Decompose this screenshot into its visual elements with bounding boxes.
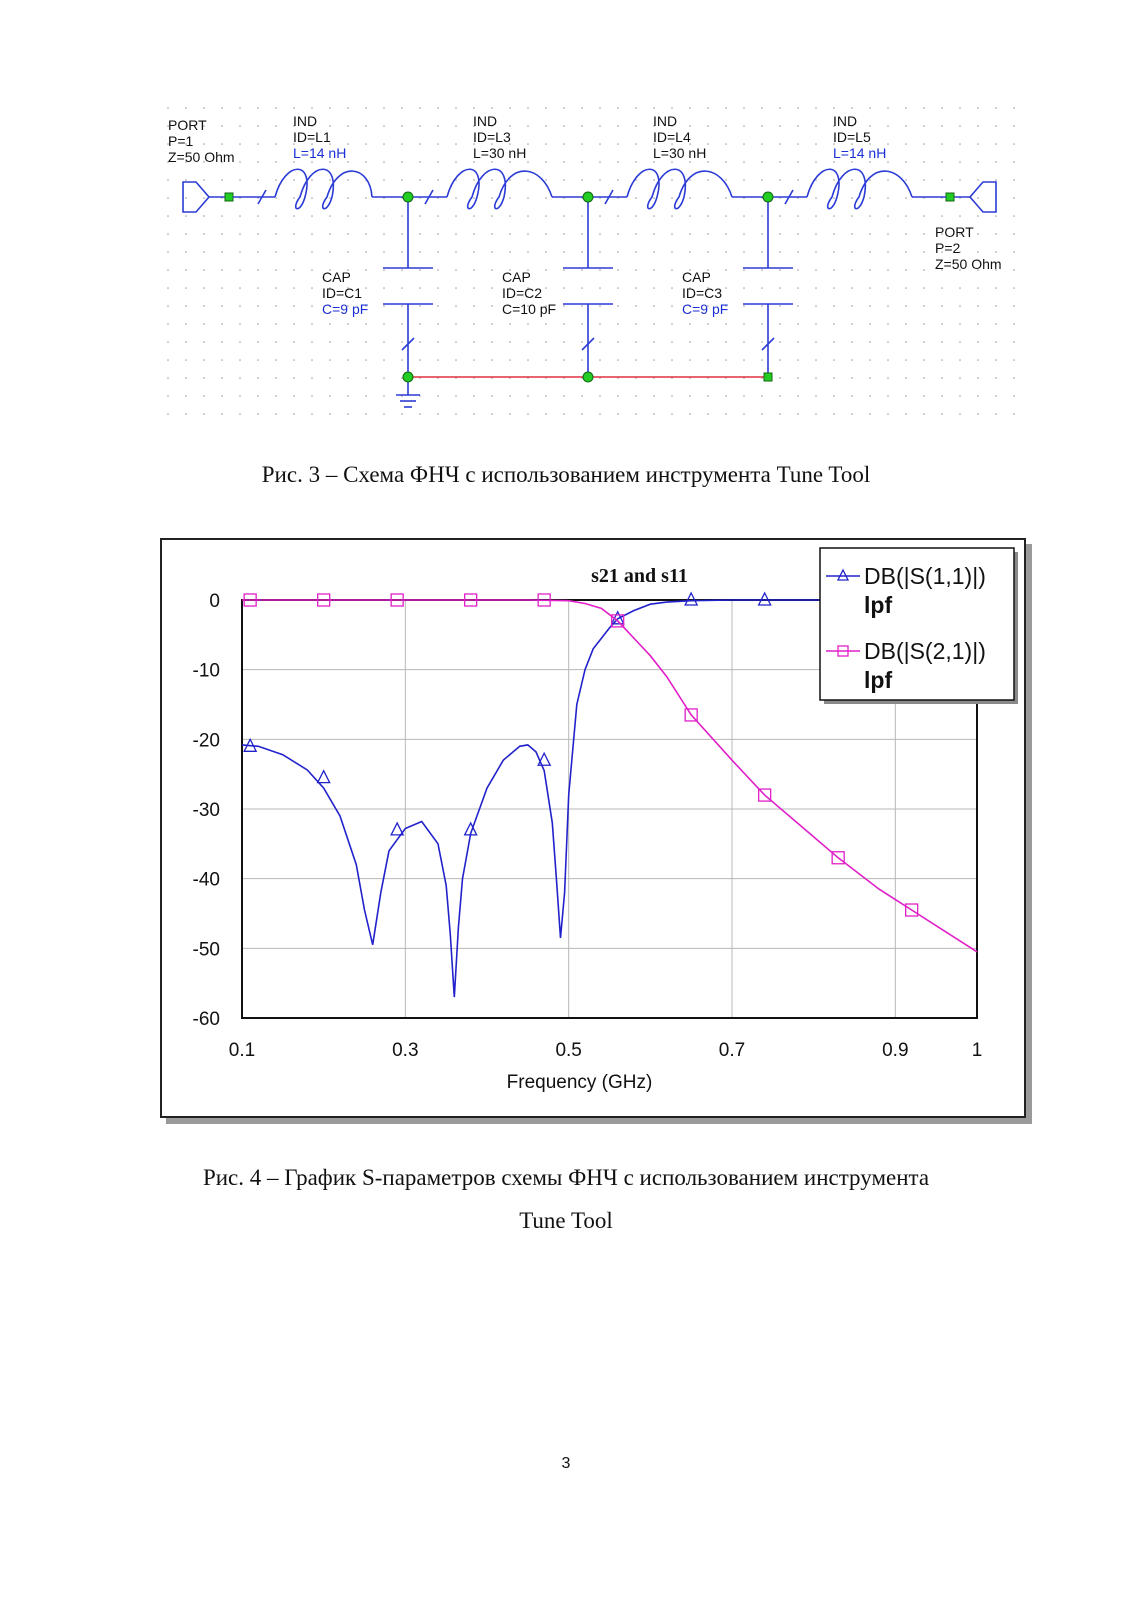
inductor-l4-coil [627,169,732,208]
y-tick-label: -30 [192,800,220,821]
inductor-l1-value: L=14 nH [293,145,347,161]
inductor-l4-id: ID=L4 [653,129,691,145]
inductor-l5-coil [807,169,912,208]
junction-node [583,372,593,382]
capacitor-c2-id: ID=C2 [502,285,543,301]
junction-node [583,192,593,202]
capacitor-c2-value: C=10 pF [502,301,557,317]
junction-node [764,373,772,381]
capacitor-c1-type: CAP [322,269,351,285]
port-1-type: PORT [168,117,207,133]
schematic-drawing [160,100,1030,430]
x-tick-label: 0.7 [718,1040,746,1061]
x-axis-label: Frequency (GHz) [506,1072,653,1093]
port-2-node [946,193,954,201]
figure-4-caption-line-2: Tune Tool [519,1208,613,1233]
port-1-number: P=1 [168,133,194,149]
x-tick-label: 1 [971,1040,983,1061]
figure-4-caption-line-1: Рис. 4 – График S-параметров схемы ФНЧ с использованием инструмента [202,1165,930,1190]
chart-legend [820,548,1018,704]
inductor-l3-type: IND [473,113,498,129]
junction-node [763,192,773,202]
inductor-l1-type: IND [293,113,318,129]
legend-series-name: DB(|S(2,1)|) [864,638,986,664]
inductor-l5-type: IND [833,113,858,129]
capacitor-c3-id: ID=C3 [682,285,723,301]
port-1-node [225,193,233,201]
port-2-impedance: Z=50 Ohm [935,256,1002,272]
legend-series-source: lpf [864,592,893,618]
capacitor-c1-value: C=9 pF [322,301,369,317]
x-tick-label: 0.9 [882,1040,909,1061]
inductor-l1-coil [275,169,372,208]
capacitor-c1-id: ID=C1 [322,285,363,301]
y-tick-label: -60 [192,1009,220,1030]
legend-series-source: lpf [864,667,893,693]
y-tick-label: -20 [192,730,220,752]
junction-node [403,372,413,382]
port-1-symbol [183,182,209,212]
chart-title: s21 and s11 [591,565,688,587]
figure-3-caption: Рис. 3 – Схема ФНЧ с использованием инструмента Tune Tool [261,462,871,487]
lpf-schematic [160,100,1030,430]
x-tick-label: 0.1 [228,1040,256,1061]
port-2-number: P=2 [935,240,961,256]
port-1-impedance: Z=50 Ohm [168,149,235,165]
y-tick-label: -50 [192,939,220,961]
inductor-l5-value: L=14 nH [833,145,887,161]
inductor-l4-type: IND [653,113,678,129]
legend-series-name: DB(|S(1,1)|) [864,563,986,589]
x-tick-label: 0.5 [555,1040,582,1061]
y-tick-label: 0 [209,591,220,612]
port-2-symbol [970,182,996,212]
inductor-l3-id: ID=L3 [473,129,511,145]
capacitor-c3-value: C=9 pF [682,301,729,317]
capacitor-c2-type: CAP [502,269,531,285]
page-number: 3 [561,1455,571,1472]
inductor-l1-id: ID=L1 [293,129,331,145]
port-2-type: PORT [935,224,974,240]
junction-node [403,192,413,202]
s-parameter-chart [160,538,1026,1118]
chart-svg [162,540,1024,1116]
triangle-marker [318,771,330,783]
inductor-l3-coil [447,169,552,208]
y-tick-label: -10 [192,660,220,682]
x-tick-label: 0.3 [392,1040,419,1061]
y-tick-label: -40 [192,869,220,891]
inductor-l4-value: L=30 nH [653,145,707,161]
inductor-l5-id: ID=L5 [833,129,871,145]
capacitor-c3-type: CAP [682,269,711,285]
inductor-l3-value: L=30 nH [473,145,527,161]
